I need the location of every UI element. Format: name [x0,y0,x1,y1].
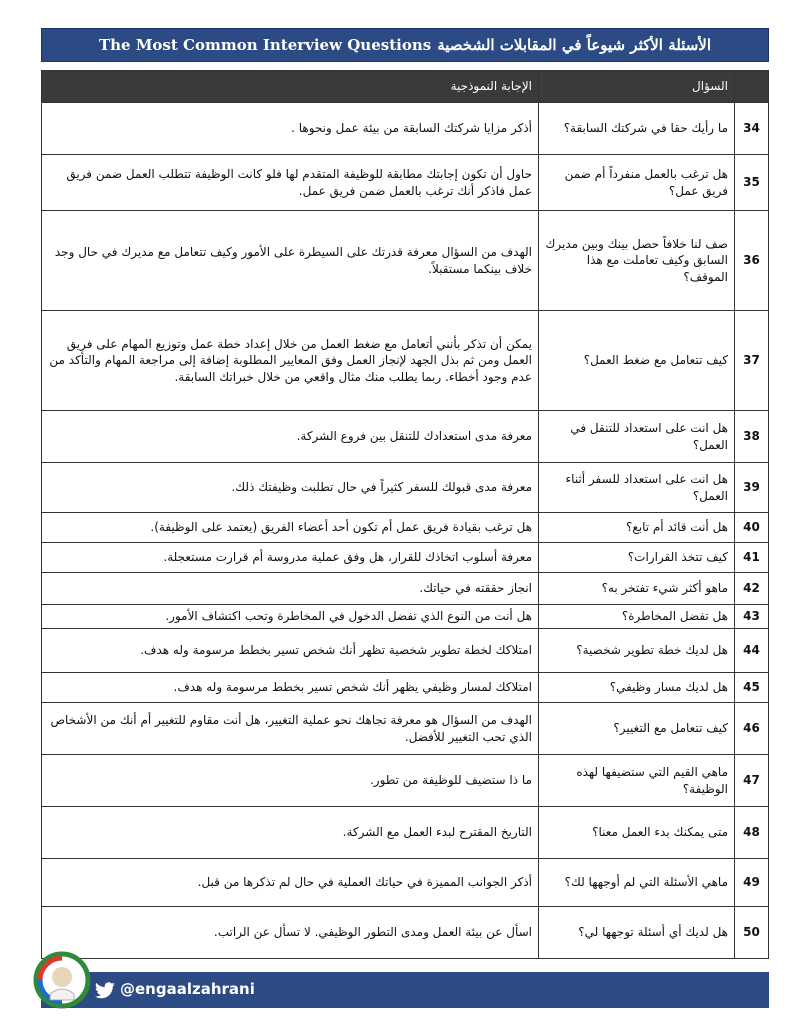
table-row [42,629,769,673]
question-text: ماهو أكثر شيء تفتخر به؟ [539,573,735,605]
question-text: هل أنت قائد أم تابع؟ [539,513,735,543]
table-row [42,703,769,755]
question-text: ماهي الأسئلة التي لم أوجهها لك؟ [539,859,735,907]
model-answer-text: معرفة مدى قبولك للسفر كثيراً في حال تطلبت وظيفتك ذلك. [42,463,539,513]
question-number: 42 [735,573,769,605]
model-answer-text: امتلاكك لخطة تطوير شخصية تظهر أنك شخص تسير بخطط مرسومة وله هدف. [42,629,539,673]
table-row [42,211,769,311]
question-text: صف لنا خلافاً حصل بينك وبين مديرك السابق وكيف تعاملت مع هذا الموقف؟ [539,211,735,311]
question-number: 49 [735,859,769,907]
question-number: 38 [735,411,769,463]
question-text: كيف تتعامل مع ضغط العمل؟ [539,311,735,411]
question-number: 43 [735,605,769,629]
question-number: 48 [735,807,769,859]
question-column-header: السؤال [539,71,735,103]
model-answer-text: امتلاكك لمسار وظيفي يظهر أنك شخص تسير بخطط مرسومة وله هدف. [42,673,539,703]
model-answer-text: الهدف من السؤال هو معرفة تجاهك نحو عملية التغيير، هل أنت مقاوم للتغيير أم أنك من الأشخاص الذي تحب التغيير للأفضل. [42,703,539,755]
model-answer-text: أذكر الجوانب المميزة في حياتك العملية في حال لم تذكرها من قبل. [42,859,539,907]
table-row [42,605,769,629]
questions-table [41,70,769,959]
question-text: متى يمكنك بدء العمل معنا؟ [539,807,735,859]
number-column-header [735,71,769,103]
model-answer-text: اسأل عن بيئة العمل ومدى التطور الوظيفي. لا تسأل عن الراتب. [42,907,539,959]
page-title-english: The Most Common Interview Questions [98,36,432,54]
model-answer-text: التاريخ المقترح لبدء العمل مع الشركة. [42,807,539,859]
question-text: هل لديك أي أسئلة توجهها لي؟ [539,907,735,959]
question-number: 47 [735,755,769,807]
table-row [42,573,769,605]
model-answer-text: يمكن أن تذكر بأنني أتعامل مع ضغط العمل من خلال إعداد خطة عمل وتوزيع المهام على فريق العمل ومن ثم بذل الجهد لإنجاز العمل وفق المعايير المطلوبة إضافة إلى مراجعة المهام والتأكد من عدم وجود أخطاء. ربما يطلب منك مثال واقعي من خلال خبراتك السابقة. [42,311,539,411]
table-row [42,755,769,807]
table-header-row [42,71,769,103]
question-number: 46 [735,703,769,755]
twitter-handle[interactable]: @engaalzahrani [120,980,255,998]
table-row [42,311,769,411]
table-row [42,103,769,155]
question-number: 45 [735,673,769,703]
model-answer-text: ما ذا ستضيف للوظيفة من تطور. [42,755,539,807]
question-text: هل تفضل المخاطرة؟ [539,605,735,629]
question-number: 40 [735,513,769,543]
question-text: هل انت على استعداد للسفر أثناء العمل؟ [539,463,735,513]
model-answer-text: معرفة مدى استعدادك للتنقل بين فروع الشركة. [42,411,539,463]
question-text: ما رأيك حقا في شركتك السابقة؟ [539,103,735,155]
table-row [42,859,769,907]
model-answer-text: حاول أن تكون إجابتك مطابقة للوظيفة المتقدم لها فلو كانت الوظيفة تتطلب العمل ضمن فريق عمل فاذكر أنك ترغب بالعمل ضمن فريق عمل. [42,155,539,211]
question-number: 39 [735,463,769,513]
question-number: 44 [735,629,769,673]
table-row [42,411,769,463]
question-text: هل انت على استعداد للتنقل في العمل؟ [539,411,735,463]
table-row [42,907,769,959]
question-number: 50 [735,907,769,959]
question-number: 36 [735,211,769,311]
logo-icon [32,950,92,1010]
page-title-arabic: الأسئلة الأكثر شيوعاً في المقابلات الشخصية [437,36,712,54]
table-row [42,673,769,703]
answer-column-header: الإجابة النموذجية [42,71,539,103]
model-answer-text: معرفة أسلوب اتخاذك للقرار، هل وفق عملية مدروسة أم قرارت مستعجلة. [42,543,539,573]
page-title [41,28,769,62]
question-number: 35 [735,155,769,211]
question-text: هل لديك مسار وظيفي؟ [539,673,735,703]
model-answer-text: أذكر مزايا شركتك السابقة من بيئة عمل ونحوها . [42,103,539,155]
table-row [42,155,769,211]
question-number: 37 [735,311,769,411]
question-text: هل ترغب بالعمل منفرداً أم ضمن فريق عمل؟ [539,155,735,211]
question-number: 34 [735,103,769,155]
table-row [42,513,769,543]
model-answer-text: الهدف من السؤال معرفة قدرتك على السيطرة على الأمور وكيف تتعامل مع مديرك في حال وجد خلاف بينكما مستقبلاً. [42,211,539,311]
table-row [42,543,769,573]
question-text: هل لديك خطة تطوير شخصية؟ [539,629,735,673]
question-text: كيف تتخذ القرارات؟ [539,543,735,573]
question-number: 41 [735,543,769,573]
question-text: كيف تتعامل مع التغيير؟ [539,703,735,755]
model-answer-text: هل ترغب بقيادة فريق عمل أم تكون أحد أعضاء الفريق (يعتمد على الوظيفة). [42,513,539,543]
question-text: ماهي القيم التي ستضيفها لهذه الوظيفة؟ [539,755,735,807]
table-row [42,807,769,859]
twitter-icon [94,982,116,1000]
model-answer-text: انجاز حققته في حياتك. [42,573,539,605]
model-answer-text: هل أنت من النوع الذي تفضل الدخول في المخاطرة وتحب اكتشاف الأمور. [42,605,539,629]
table-row [42,463,769,513]
